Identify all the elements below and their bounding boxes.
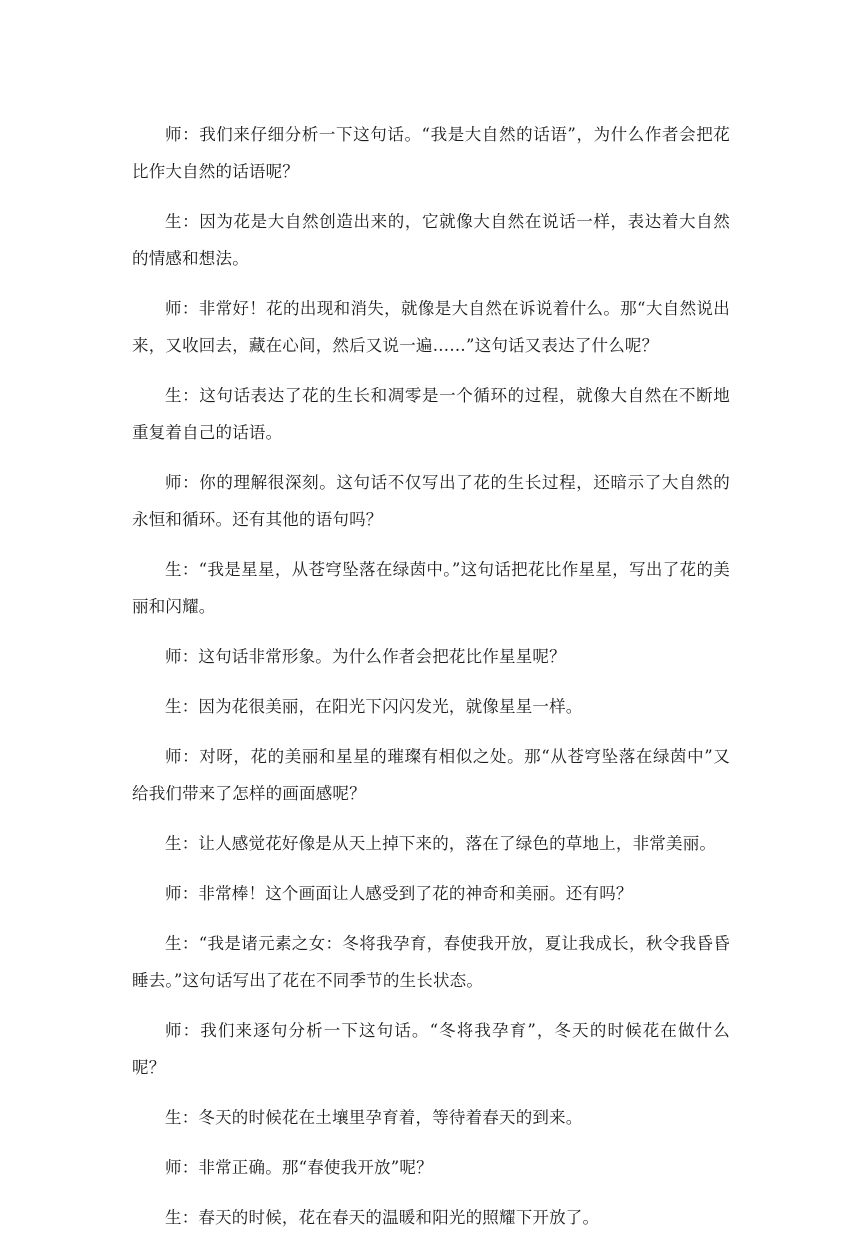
dialogue-paragraph-student: 生：因为花是大自然创造出来的，它就像大自然在说话一样，表达着大自然的情感和想法。	[132, 212, 730, 268]
dialogue-paragraph-teacher: 师：你的理解很深刻。这句话不仅写出了花的生长过程，还暗示了大自然的永恒和循环。还有其他的语句吗？	[132, 473, 730, 529]
dialogue-paragraph-student: 生：这句话表达了花的生长和凋零是一个循环的过程，就像大自然在不断地重复着自己的话语。	[132, 386, 730, 442]
dialogue-paragraph-teacher: 师：我们来仔细分析一下这句话。“我是大自然的话语”，为什么作者会把花比作大自然的话语呢？	[132, 125, 730, 181]
dialogue-paragraph-student: 生：让人感觉花好像是从天上掉下来的，落在了绿色的草地上，非常美丽。	[165, 834, 717, 853]
dialogue-paragraph-student: 生：因为花很美丽，在阳光下闪闪发光，就像星星一样。	[165, 697, 583, 716]
dialogue-paragraph-teacher: 师：对呀，花的美丽和星星的璀璨有相似之处。那“从苍穹坠落在绿茵中”又给我们带来了怎样的画面感呢？	[132, 747, 730, 803]
dialogue-paragraph-teacher: 师：非常棒！这个画面让人感受到了花的神奇和美丽。还有吗？	[165, 884, 633, 903]
dialogue-paragraph-student: 生：“我是诸元素之女：冬将我孕育，春使我开放，夏让我成长，秋令我昏昏睡去。”这句话写出了花在不同季节的生长状态。	[132, 934, 730, 990]
dialogue-paragraph-student: 生：春天的时候，花在春天的温暖和阳光的照耀下开放了。	[165, 1208, 600, 1227]
dialogue-paragraph-teacher: 师：这句话非常形象。为什么作者会把花比作星星呢？	[165, 647, 566, 666]
dialogue-paragraph-teacher: 师：我们来逐句分析一下这句话。“冬将我孕育”，冬天的时候花在做什么呢？	[132, 1021, 730, 1077]
dialogue-paragraph-teacher: 师：非常好！花的出现和消失，就像是大自然在诉说着什么。那“大自然说出来，又收回去，藏在心间，然后又说一遍……”这句话又表达了什么呢？	[132, 299, 730, 355]
dialogue-paragraph-student: 生：“我是星星，从苍穹坠落在绿茵中。”这句话把花比作星星，写出了花的美丽和闪耀。	[132, 560, 730, 616]
dialogue-paragraph-student: 生：冬天的时候花在土壤里孕育着，等待着春天的到来。	[165, 1108, 583, 1127]
dialogue-paragraph-teacher: 师：非常正确。那“春使我开放”呢？	[165, 1158, 433, 1177]
document-body	[132, 116, 730, 1249]
